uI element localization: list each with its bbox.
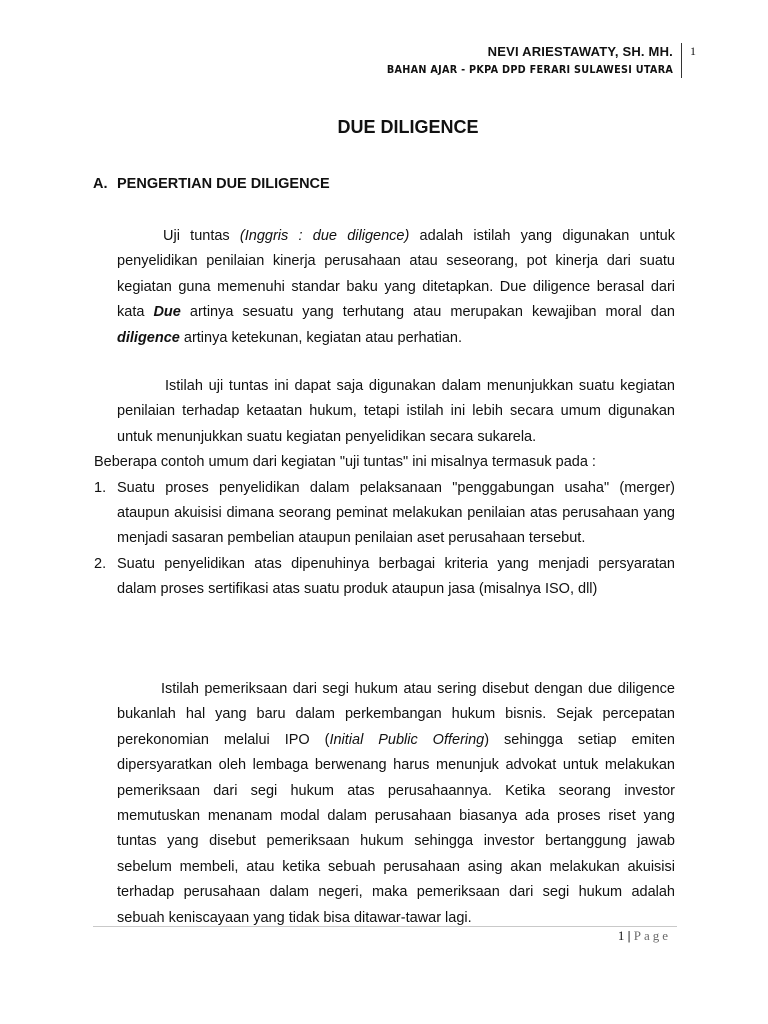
paragraph-usage bbox=[94, 374, 675, 603]
bold-italic-term: Due bbox=[153, 304, 181, 321]
paragraph-legal-review bbox=[117, 677, 675, 931]
section-heading bbox=[93, 176, 330, 192]
header-divider bbox=[681, 43, 682, 78]
text-span: artinya ketekunan, kegiatan atau perhatian. bbox=[179, 329, 463, 346]
footer-divider bbox=[93, 926, 677, 927]
list-item-text: Suatu penyelidikan atas dipenuhinya berbagai kriteria yang menjadi persyaratan dalam proses sertifikasi atas suatu produk ataupun jasa (misalnya ISO, dll) bbox=[117, 555, 675, 598]
examples-list bbox=[94, 476, 675, 603]
list-number: 2. bbox=[94, 555, 107, 572]
document-title: DUE DILIGENCE bbox=[337, 117, 479, 137]
page-footer bbox=[618, 928, 671, 944]
header-subtitle: BAHAN AJAR - PKPA DPD FERARI SULAWESI UTARA bbox=[386, 64, 673, 76]
text-span: ) sehingga setiap emiten dipersyaratkan oleh lembaga berwenang harus menunjuk advokat untuk melakukan pemeriksaan dari segi hukum atas perusahaannya. Ketika seorang investor memutuskan menanam modal dalam perusahaan biasanya ada proses riset yang tuntas yang disebut pemeriksaan hukum sehingga investor bertanggung jawab sebelum membeli, atau ketika sebuah perusahaan asing akan melakukan akuisisi terhadap perusahaan dalam negeri, maka pemeriksaan dari segi hukum adalah sebuah keniscayaan yang tidak bisa ditawar-tawar lagi. bbox=[117, 731, 675, 926]
text-span: Istilah pemeriksaan dari segi hukum atau sering disebut dengan due diligence bukanlah hal yang baru dalam perkembangan hukum bisnis. Sejak percepatan perekonomian melalui IPO ( bbox=[117, 681, 675, 748]
italic-term: (Inggris : due diligence) bbox=[239, 228, 410, 244]
section-heading-text: PENGERTIAN DUE DILIGENCE bbox=[117, 176, 330, 192]
paragraph-definition bbox=[117, 224, 675, 351]
header-author: NEVI ARIESTAWATY, SH. MH. bbox=[487, 44, 673, 59]
list-item bbox=[94, 476, 675, 552]
footer-page-word: Page bbox=[633, 928, 671, 943]
usage-lead: Beberapa contoh umum dari kegiatan "uji tuntas" ini misalnya termasuk pada : bbox=[94, 454, 596, 471]
bold-italic-term: diligence bbox=[117, 329, 180, 346]
text-span: artinya sesuatu yang terhutang atau merupakan kewajiban moral dan bbox=[180, 304, 675, 321]
italic-term: Initial Public Offering bbox=[329, 731, 485, 748]
header-page-number: 1 bbox=[690, 44, 696, 58]
usage-intro: Istilah uji tuntas ini dapat saja digunakan dalam menunjukkan suatu kegiatan penilaian terhadap ketaatan hukum, tetapi istilah ini lebih secara umum digunakan untuk menunjukkan suatu kegiatan penyelidikan secara sukarela. bbox=[117, 378, 675, 445]
footer-separator: | bbox=[627, 928, 631, 943]
list-item bbox=[94, 552, 675, 603]
list-number: 1. bbox=[94, 479, 107, 496]
section-letter: A. bbox=[93, 176, 108, 192]
text-span: adalah istilah yang digunakan untuk penyelidikan penilaian kinerja perusahaan atau seseorang, pot kinerja dari suatu kegiatan guna memenuhi standar baku yang ditetapkan. Due diligence berasal dari kata bbox=[117, 228, 675, 321]
text-span: Uji tuntas bbox=[163, 228, 240, 244]
footer-page-number: 1 bbox=[617, 928, 625, 943]
page-header bbox=[362, 42, 673, 80]
list-item-text: Suatu proses penyelidikan dalam pelaksanaan "penggabungan usaha" (merger) ataupun akuisisi dimana seorang peminat melakukan penilaian atas perusahaan yang menjadi sasaran pembelian ataupun penilaian aset perusahaan tersebut. bbox=[117, 479, 675, 547]
